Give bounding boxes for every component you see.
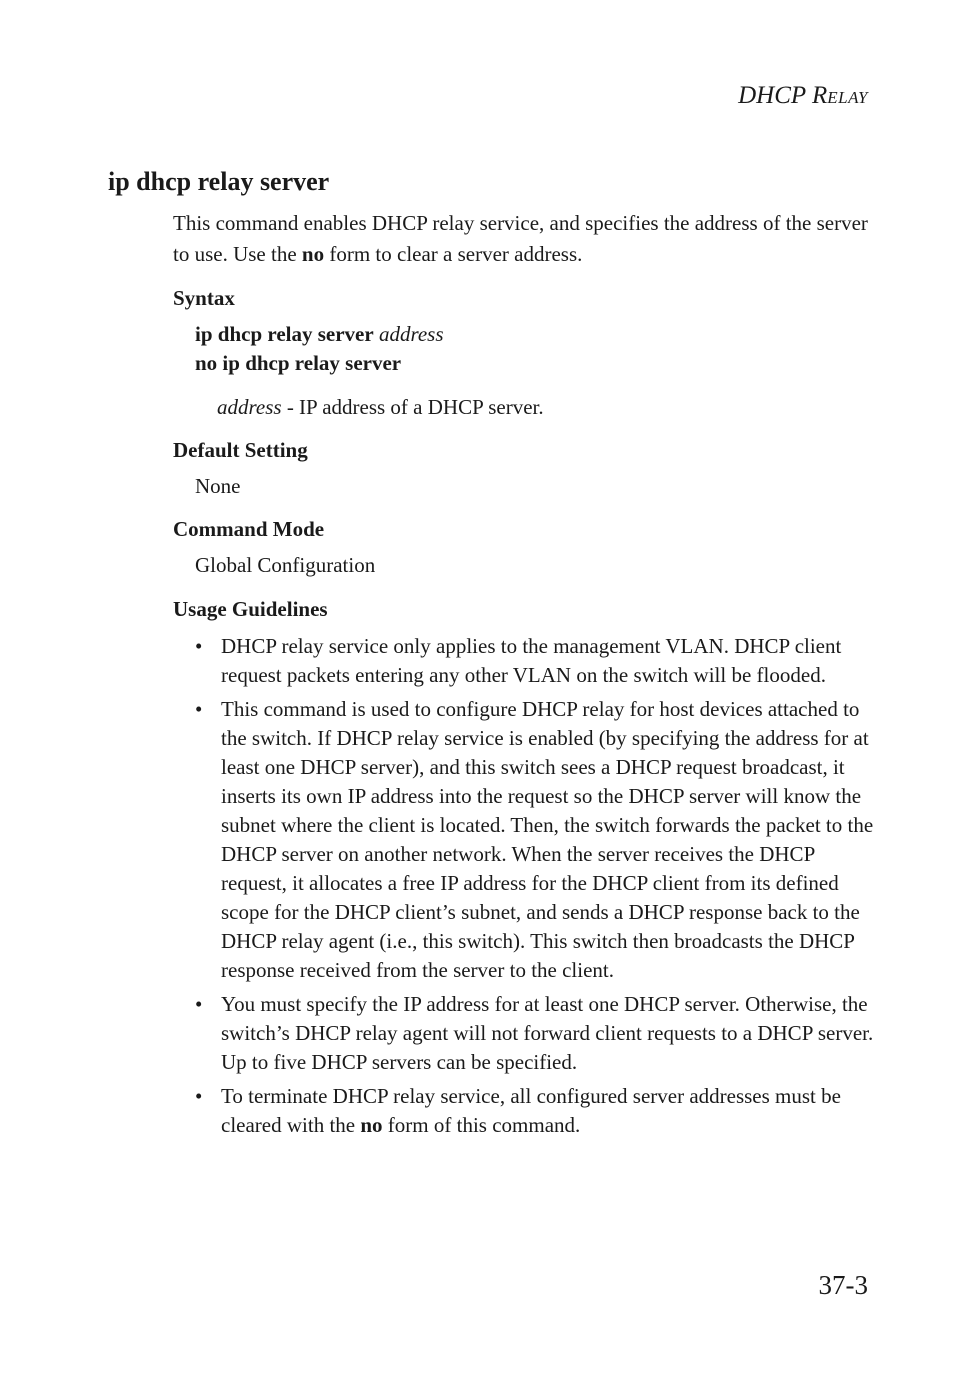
bullet-marker: • <box>195 634 203 658</box>
default-setting-value: None <box>195 474 241 498</box>
usage-guidelines-list <box>195 632 875 1145</box>
list-item <box>195 1082 875 1140</box>
syntax-heading: Syntax <box>173 286 235 310</box>
syntax-line-2-command: no ip dhcp relay server <box>195 351 402 375</box>
usage-guidelines-heading: Usage Guidelines <box>173 597 328 621</box>
list-item <box>195 632 875 690</box>
intro-text-b: form to clear a server address. <box>324 242 583 266</box>
bullet-marker: • <box>195 697 203 721</box>
syntax-line-1-command: ip dhcp relay server <box>195 322 374 346</box>
command-mode-heading: Command Mode <box>173 517 325 541</box>
parameter-description: - IP address of a DHCP server. <box>281 395 544 419</box>
running-header-main: DHCP R <box>738 82 828 109</box>
intro-no-keyword: no <box>301 242 325 266</box>
bullet-marker: • <box>195 1084 203 1108</box>
default-setting-heading: Default Setting <box>173 438 308 462</box>
syntax-parameter <box>217 395 544 420</box>
command-title: ip dhcp relay server <box>108 167 330 196</box>
list-item-text: You must specify the IP address for at least one DHCP server. Otherwise, the switch’s DHCP relay agent will not forward client requests to a DHCP server. Up to five DHCP servers can be specified. <box>221 992 874 1074</box>
running-header-smallcaps: ELAY <box>827 88 868 107</box>
intro-text-a: This command enables DHCP relay service, and specifies the address of the server to use. Use the <box>173 211 868 266</box>
no-keyword: no <box>360 1113 383 1137</box>
command-intro <box>173 208 873 270</box>
syntax-line-1 <box>195 322 444 347</box>
list-item-text-a: To terminate DHCP relay service, all configured server addresses must be cleared with the <box>221 1084 841 1137</box>
syntax-line-2 <box>195 351 401 376</box>
syntax-line-1-argument: address <box>378 322 444 346</box>
list-item <box>195 695 875 985</box>
list-item-text: DHCP relay service only applies to the management VLAN. DHCP client request packets entering any other VLAN on the switch will be flooded. <box>221 634 842 687</box>
parameter-name: address <box>217 395 282 419</box>
list-item <box>195 990 875 1077</box>
command-mode-value: Global Configuration <box>195 553 376 577</box>
running-header <box>738 82 868 110</box>
page-number: 37-3 <box>818 1270 868 1300</box>
list-item-text-b: form of this command. <box>382 1113 581 1137</box>
list-item-text: This command is used to configure DHCP relay for host devices attached to the switch. If DHCP relay service is enabled (by specifying the address for at least one DHCP server), and this switch sees a DHCP request broadcast, it inserts its own IP address into the request so the DHCP server will know the subnet where the client is located. Then, the switch forwards the packet to the DHCP server on another network. When the server receives the DHCP request, it allocates a free IP address for the DHCP client from its defined scope for the DHCP client’s subnet, and sends a DHCP response back to the DHCP relay agent (i.e., this switch). This switch then broadcasts the DHCP response received from the server to the client. <box>221 697 874 982</box>
bullet-marker: • <box>195 992 203 1016</box>
